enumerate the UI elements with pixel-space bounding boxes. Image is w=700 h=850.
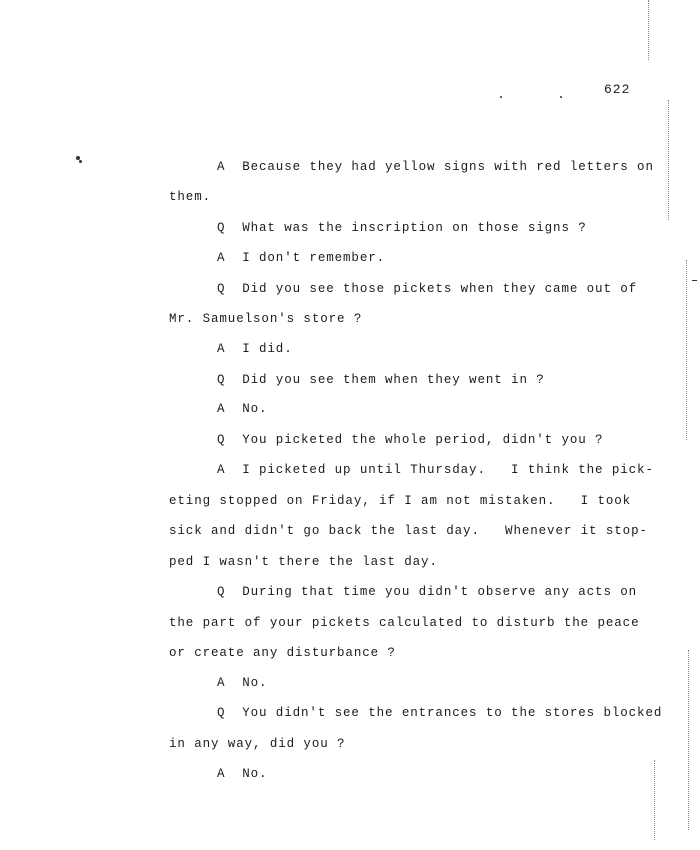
transcript-line: Q What was the inscription on those signs ? — [217, 221, 587, 235]
transcript-line: A No. — [217, 402, 268, 416]
margin-dots — [686, 260, 687, 440]
margin-dots — [668, 100, 669, 220]
transcript-line: in any way, did you ? — [169, 737, 346, 751]
transcript-line: Q You picketed the whole period, didn't you ? — [217, 433, 604, 447]
transcript-line: A No. — [217, 767, 268, 781]
transcript-line: Q Did you see those pickets when they came out of — [217, 282, 638, 296]
transcript-line: Q During that time you didn't observe any acts on — [217, 585, 638, 599]
transcript-line: the part of your pickets calculated to disturb the peace — [169, 616, 640, 630]
margin-dots — [688, 650, 689, 830]
transcript-line: Q Did you see them when they went in ? — [217, 373, 545, 387]
transcript-line: Q You didn't see the entrances to the stores blocked — [217, 706, 663, 720]
transcript-line: eting stopped on Friday, if I am not mistaken. I took — [169, 494, 632, 508]
transcript-line: A Because they had yellow signs with red letters on — [217, 160, 654, 174]
transcript-line: or create any disturbance ? — [169, 646, 396, 660]
page-number: 622 — [604, 82, 631, 97]
transcript-line: ped I wasn't there the last day. — [169, 555, 438, 569]
transcript-line: them. — [169, 190, 212, 204]
transcript-line: Mr. Samuelson's store ? — [169, 312, 363, 326]
transcript-line: A I did. — [217, 342, 293, 356]
transcript-line: sick and didn't go back the last day. Whenever it stop- — [169, 524, 648, 538]
transcript-line: A I don't remember. — [217, 251, 386, 265]
scan-speck — [560, 96, 562, 98]
scan-speck — [79, 160, 82, 163]
scan-speck — [500, 96, 502, 98]
transcript-line: A No. — [217, 676, 268, 690]
scan-speck — [692, 280, 697, 281]
transcript-line: A I picketed up until Thursday. I think the pick- — [217, 463, 654, 477]
margin-dots — [654, 760, 655, 840]
margin-dots — [648, 0, 649, 60]
